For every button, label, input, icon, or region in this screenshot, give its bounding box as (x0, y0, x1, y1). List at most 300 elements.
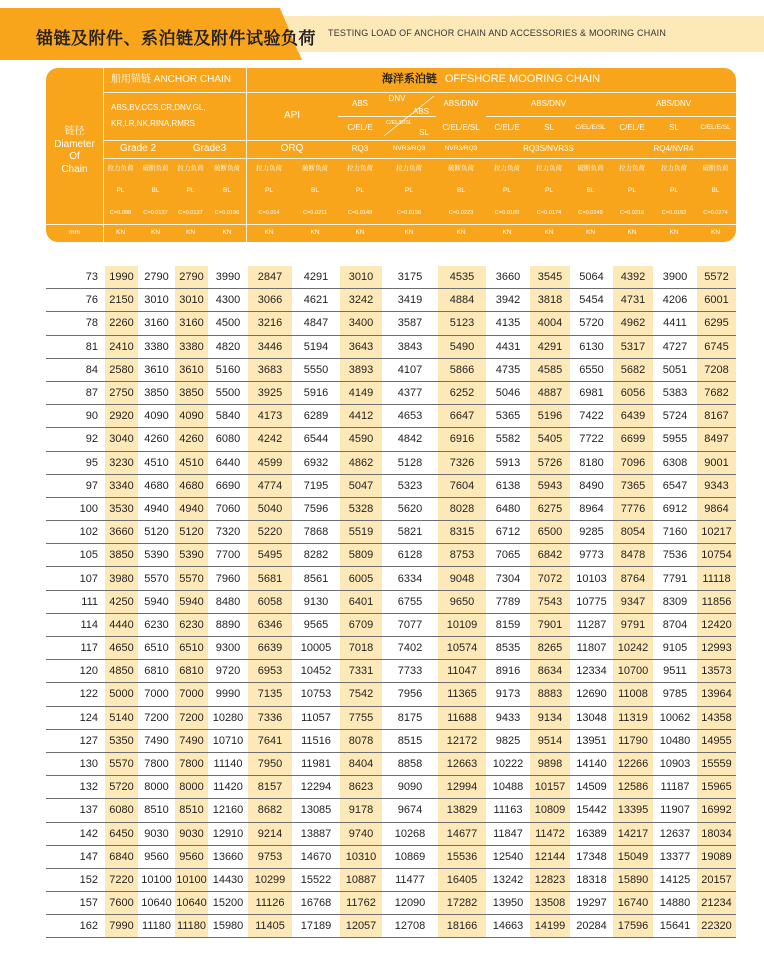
load-cell: 3850 (175, 382, 208, 404)
load-cell: 14125 (659, 873, 691, 886)
load-cell: 4735 (495, 363, 521, 376)
load-cell: 4940 (144, 502, 169, 515)
load-cell: 5365 (495, 410, 521, 423)
load-cell: 7365 (613, 475, 653, 497)
load-cell: 11516 (301, 734, 331, 747)
load-cell: 6308 (662, 456, 688, 469)
load-cell: 4260 (144, 433, 169, 446)
load-cell: 5550 (303, 363, 329, 376)
load-cell: 9825 (495, 734, 521, 747)
unit-mm: mm (69, 228, 80, 236)
load-cell: 4535 (438, 266, 486, 288)
load-cell: 10157 (530, 776, 570, 798)
load-cell: 5047 (340, 475, 382, 497)
load-type-cn: 拉力负荷 (536, 164, 562, 172)
diameter-en-1: Diameter (54, 138, 95, 150)
load-cell: 3230 (105, 452, 138, 474)
unit-kn: KN (710, 228, 721, 236)
table-row (46, 544, 736, 567)
table-row (46, 730, 736, 753)
unit-kn: KN (502, 228, 512, 236)
load-cell: 16992 (697, 799, 736, 821)
load-code: PL (628, 186, 636, 194)
diameter-cell: 100 (79, 502, 98, 515)
load-cell: 5196 (530, 405, 570, 427)
load-cell: 12663 (438, 753, 486, 775)
load-cell: 3340 (105, 475, 138, 497)
load-cell: 8753 (438, 544, 486, 566)
coefficient: C=0.0148 (347, 209, 373, 216)
load-cell: 7200 (144, 711, 169, 724)
load-cell: 17596 (613, 915, 653, 937)
rq4-header: RQ4/NVR4 (653, 144, 694, 153)
load-cell: 7641 (248, 730, 292, 752)
load-cell: 3380 (144, 340, 169, 353)
load-cell: 7800 (144, 758, 169, 771)
load-cell: 6130 (579, 340, 604, 353)
load-cell: 11856 (697, 591, 736, 613)
load-cell: 6080 (215, 433, 241, 446)
load-cell: 8858 (397, 758, 423, 771)
table-row (46, 753, 736, 776)
load-cell: 5040 (248, 498, 292, 520)
unit-kn: KN (150, 228, 161, 236)
table-row (46, 892, 736, 915)
load-cell: 3850 (105, 544, 138, 566)
load-cell: 3990 (215, 271, 241, 284)
load-cell: 7060 (215, 502, 241, 515)
abs-dnv-header-2: ABS/DNV (530, 99, 567, 108)
load-cell: 7422 (579, 410, 604, 423)
load-type-cn: 拉力负荷 (619, 164, 645, 172)
load-cell: 7789 (495, 595, 521, 608)
load-cell: 6709 (340, 614, 382, 636)
load-cell: 5570 (144, 572, 169, 585)
load-cell: 12993 (697, 637, 736, 659)
load-cell: 4680 (144, 479, 169, 492)
diameter-cell: 120 (79, 665, 98, 678)
load-cell: 9773 (579, 549, 604, 562)
load-cell: 9173 (495, 688, 521, 701)
load-cell: 8159 (495, 618, 521, 631)
load-cell: 11847 (493, 827, 523, 840)
load-cell: 10217 (697, 521, 736, 543)
load-cell: 9105 (662, 642, 688, 655)
load-cell: 3660 (495, 271, 521, 284)
offshore-en: OFFSHORE MOORING CHAIN (444, 73, 601, 86)
load-cell: 13508 (530, 892, 570, 914)
load-cell: 5317 (613, 336, 653, 358)
load-cell: 12708 (394, 920, 426, 933)
load-cell: 6639 (248, 637, 292, 659)
load-cell: 7208 (697, 359, 736, 381)
load-cell: 8764 (613, 567, 653, 589)
load-cell: 12586 (613, 776, 653, 798)
load-cell: 3610 (175, 359, 208, 381)
load-cell: 3010 (340, 266, 382, 288)
load-cell: 3040 (105, 428, 138, 450)
load-cell: 9740 (340, 823, 382, 845)
load-cell: 4850 (105, 660, 138, 682)
load-type-cn: 破断负荷 (577, 164, 604, 172)
load-cell: 5120 (175, 521, 208, 543)
load-cell: 15522 (300, 873, 332, 886)
diameter-cell: 130 (79, 758, 98, 771)
load-cell: 13395 (613, 799, 653, 821)
load-cell: 10109 (438, 614, 486, 636)
unit-kn: KN (669, 228, 679, 236)
load-type-cn: 破断负荷 (142, 164, 169, 172)
unit-kn: KN (355, 228, 365, 236)
load-cell: 8510 (175, 799, 208, 821)
load-cell: 7331 (340, 660, 382, 682)
load-cell: 11187 (660, 781, 690, 794)
diameter-cell: 107 (79, 572, 98, 585)
load-cell: 4090 (175, 405, 208, 427)
load-cell: 14430 (212, 873, 244, 886)
load-cell: 7402 (397, 642, 423, 655)
load-cell: 3925 (248, 382, 292, 404)
load-cell: 12090 (394, 897, 426, 910)
table-row (46, 823, 736, 846)
load-cell: 12266 (613, 753, 653, 775)
load-cell: 7956 (397, 688, 423, 701)
load-cell: 16389 (576, 827, 607, 840)
load-code: BL (457, 186, 465, 194)
sub-col-5: SL (669, 123, 679, 132)
load-cell: 7776 (613, 498, 653, 520)
load-cell: 7960 (215, 572, 241, 585)
load-cell: 11790 (613, 730, 653, 752)
load-cell: 8890 (215, 618, 241, 631)
diameter-cell: 81 (85, 340, 98, 353)
table-row (46, 915, 736, 938)
load-cell: 5519 (340, 521, 382, 543)
diameter-en-3: Chain (61, 163, 88, 175)
load-cell: 5405 (530, 428, 570, 450)
load-cell: 3545 (530, 266, 570, 288)
diameter-cell: 111 (81, 595, 98, 608)
table-row (46, 336, 736, 359)
load-cell: 14955 (697, 730, 736, 752)
table-row (46, 776, 736, 799)
load-cell: 10452 (300, 665, 332, 678)
load-cell: 6510 (144, 642, 169, 655)
load-cell: 7490 (175, 730, 208, 752)
api-header: API (283, 109, 301, 121)
load-cell: 7990 (105, 915, 138, 937)
load-cell: 6230 (144, 618, 169, 631)
load-cell: 5682 (613, 359, 653, 381)
load-cell: 9130 (303, 595, 329, 608)
load-cell: 12160 (212, 804, 244, 817)
load-cell: 13085 (300, 804, 332, 817)
load-cell: 11057 (301, 711, 331, 724)
load-cell: 10640 (141, 897, 172, 910)
load-cell: 14670 (300, 850, 332, 863)
load-cell: 12823 (530, 869, 570, 891)
load-cell: 4300 (215, 294, 241, 307)
diameter-cell: 162 (79, 920, 98, 933)
load-cell: 8883 (530, 683, 570, 705)
table-row (46, 289, 736, 312)
load-type-cn: 破断负荷 (302, 164, 328, 172)
load-cell: 9864 (697, 498, 736, 520)
load-cell: 4884 (438, 289, 486, 311)
coefficient: C=0.0137 (178, 209, 203, 216)
load-cell: 6439 (613, 405, 653, 427)
diameter-cell: 157 (79, 897, 98, 910)
load-cell: 11981 (301, 758, 331, 771)
coefficient: C=0.0196 (214, 209, 240, 216)
load-type-cn: 拉力负荷 (107, 164, 134, 172)
load-cell: 6401 (340, 591, 382, 613)
table-header (46, 68, 736, 242)
load-cell: 9753 (248, 846, 292, 868)
load-cell: 5046 (495, 387, 521, 400)
load-cell: 6480 (495, 502, 521, 515)
load-cell: 5940 (175, 591, 208, 613)
load-cell: 7490 (144, 734, 169, 747)
load-cell: 9030 (144, 827, 169, 840)
coefficient: C=0.098 (109, 209, 132, 216)
diameter-cell: 132 (79, 781, 98, 794)
diameter-cell: 90 (85, 410, 98, 423)
load-cell: 6440 (215, 456, 241, 469)
rq3-header: RQ3 (351, 144, 369, 153)
load-cell: 11807 (576, 642, 607, 655)
table-row (46, 359, 736, 382)
load-cell: 3610 (144, 363, 169, 376)
load-cell: 4135 (495, 317, 521, 330)
load-cell: 5128 (397, 456, 423, 469)
load-cell: 14509 (576, 781, 607, 794)
load-cell: 2790 (144, 271, 169, 284)
table-row (46, 660, 736, 683)
load-cell: 8497 (697, 428, 736, 450)
load-cell: 12994 (438, 776, 486, 798)
load-cell: 11163 (493, 804, 523, 817)
load-cell: 6912 (662, 502, 688, 515)
load-cell: 11420 (213, 781, 243, 794)
load-cell: 4377 (397, 387, 423, 400)
load-cell: 3419 (397, 294, 423, 307)
load-cell: 6842 (530, 544, 570, 566)
load-cell: 8265 (530, 637, 570, 659)
load-cell: 4842 (397, 433, 423, 446)
load-cell: 5720 (579, 317, 604, 330)
load-cell: 8054 (613, 521, 653, 543)
load-cell: 8282 (303, 549, 329, 562)
load-cell: 13887 (300, 827, 332, 840)
load-cell: 9514 (530, 730, 570, 752)
load-cell: 11405 (248, 915, 292, 937)
load-cell: 5821 (397, 526, 423, 539)
load-cell: 7600 (105, 892, 138, 914)
load-code: PL (670, 186, 678, 194)
load-cell: 15890 (613, 869, 653, 891)
load-cell: 6981 (579, 387, 604, 400)
coefficient: C=0.0174 (536, 209, 562, 216)
load-cell: 9650 (438, 591, 486, 613)
grade3-header: Grade3 (192, 142, 227, 154)
load-cell: 14663 (492, 920, 524, 933)
table-row (46, 799, 736, 822)
sub-col-2: SL (544, 123, 554, 132)
load-cell: 22320 (697, 915, 736, 937)
load-cell: 9791 (613, 614, 653, 636)
load-cell: 8561 (303, 572, 329, 585)
load-cell: 7072 (530, 567, 570, 589)
load-cell: 5120 (144, 526, 169, 539)
load-cell: 7604 (438, 475, 486, 497)
load-cell: 3942 (495, 294, 521, 307)
load-cell: 8535 (495, 642, 521, 655)
load-cell: 6810 (144, 665, 169, 678)
load-cell: 7543 (530, 591, 570, 613)
load-cell: 3850 (144, 387, 169, 400)
load-code: PL (503, 186, 511, 194)
load-cell: 6346 (248, 614, 292, 636)
load-cell: 10640 (175, 892, 208, 914)
abs-dnv-header-3: ABS/DNV (655, 99, 692, 108)
load-cell: 7700 (215, 549, 241, 562)
load-cell: 5582 (495, 433, 521, 446)
load-cell: 6289 (303, 410, 329, 423)
diameter-cell: 137 (79, 804, 98, 817)
load-cell: 4774 (248, 475, 292, 497)
load-cell: 5383 (662, 387, 688, 400)
unit-kn: KN (456, 228, 466, 236)
load-cell: 10222 (492, 758, 524, 771)
dnv-sl: SL (419, 128, 429, 137)
load-cell: 6712 (495, 526, 521, 539)
coefficient: C=0.0180 (494, 209, 520, 216)
load-cell: 13951 (576, 734, 607, 747)
diameter-cell: 78 (85, 317, 98, 330)
load-cell: 12690 (576, 688, 607, 701)
load-cell: 3980 (105, 567, 138, 589)
load-cell: 10754 (697, 544, 736, 566)
load-cell: 8623 (340, 776, 382, 798)
coefficient: C=0.0216 (619, 209, 645, 216)
load-cell: 11762 (340, 892, 382, 914)
load-cell: 20284 (576, 920, 607, 933)
load-cell: 10700 (613, 660, 653, 682)
load-cell: 5328 (340, 498, 382, 520)
load-cell: 6547 (662, 479, 688, 492)
load-cell: 11140 (213, 758, 243, 771)
load-cell: 8315 (438, 521, 486, 543)
orq-header: ORQ (280, 142, 304, 154)
table-row (46, 428, 736, 451)
load-cell: 11118 (697, 567, 736, 589)
load-cell: 13242 (492, 873, 524, 886)
dnv-small: C/EL/E/SL (385, 119, 413, 126)
load-cell: 12172 (438, 730, 486, 752)
load-cell: 4500 (215, 317, 241, 330)
load-cell: 4590 (340, 428, 382, 450)
load-cell: 7755 (340, 707, 382, 729)
load-cell: 9990 (215, 688, 241, 701)
load-cell: 7901 (530, 614, 570, 636)
load-cell: 3893 (340, 359, 382, 381)
load-cell: 7320 (215, 526, 241, 539)
load-cell: 3643 (340, 336, 382, 358)
table-row (46, 683, 736, 706)
load-cell: 7596 (303, 502, 329, 515)
diameter-cn: 链径 (64, 126, 85, 137)
load-cell: 2150 (105, 289, 138, 311)
dnv-abs-header: ABS (412, 107, 429, 116)
load-code: PL (116, 186, 125, 194)
load-cell: 10488 (492, 781, 524, 794)
load-cell: 9433 (495, 711, 521, 724)
load-cell: 5809 (340, 544, 382, 566)
load-cell: 4653 (397, 410, 423, 423)
load-cell: 14880 (659, 897, 691, 910)
page-title-cn: 锚链及附件、系泊链及附件试验负荷 (36, 29, 316, 48)
load-cell: 3160 (175, 312, 208, 334)
load-cell: 2260 (105, 312, 138, 334)
load-cell: 10480 (659, 734, 691, 747)
load-cell: 2920 (105, 405, 138, 427)
load-cell: 4107 (397, 363, 423, 376)
load-cell: 5720 (105, 776, 138, 798)
load-cell: 12334 (576, 665, 607, 678)
load-cell: 4962 (613, 312, 653, 334)
table-row (46, 707, 736, 730)
load-cell: 13573 (697, 660, 736, 682)
load-cell: 8634 (530, 660, 570, 682)
load-cell: 8682 (248, 799, 292, 821)
load-cell: 4940 (175, 498, 208, 520)
coefficient: C=0.014 (258, 209, 280, 216)
load-cell: 4260 (175, 428, 208, 450)
load-cell: 3216 (248, 312, 292, 334)
table-row (46, 498, 736, 521)
diameter-cell: 92 (85, 433, 98, 446)
load-cell: 9511 (663, 665, 687, 678)
diameter-cell: 114 (80, 618, 98, 631)
load-cell: 10280 (212, 711, 244, 724)
load-cell: 10242 (613, 637, 653, 659)
load-cell: 1990 (105, 266, 138, 288)
load-cell: 11907 (660, 804, 690, 817)
load-cell: 7733 (397, 665, 423, 678)
load-cell: 5940 (144, 595, 169, 608)
abs-cele: C/EL/E (347, 123, 373, 132)
table-row (46, 614, 736, 637)
load-cell: 11319 (613, 707, 653, 729)
load-cell: 5500 (215, 387, 241, 400)
coefficient: C=0.0156 (396, 209, 422, 216)
load-cell: 7200 (175, 707, 208, 729)
load-cell: 5390 (175, 544, 208, 566)
load-cell: 4242 (248, 428, 292, 450)
unit-kn: KN (222, 228, 232, 236)
load-cell: 6252 (438, 382, 486, 404)
load-cell: 3446 (248, 336, 292, 358)
load-cell: 4090 (144, 410, 169, 423)
load-cell: 6647 (438, 405, 486, 427)
load-cell: 5570 (105, 753, 138, 775)
diameter-cell: 97 (85, 479, 98, 492)
load-cell: 4431 (495, 340, 521, 353)
table-row (46, 266, 736, 289)
load-cell: 5220 (248, 521, 292, 543)
load-type-cn: 拉力负荷 (661, 164, 687, 172)
